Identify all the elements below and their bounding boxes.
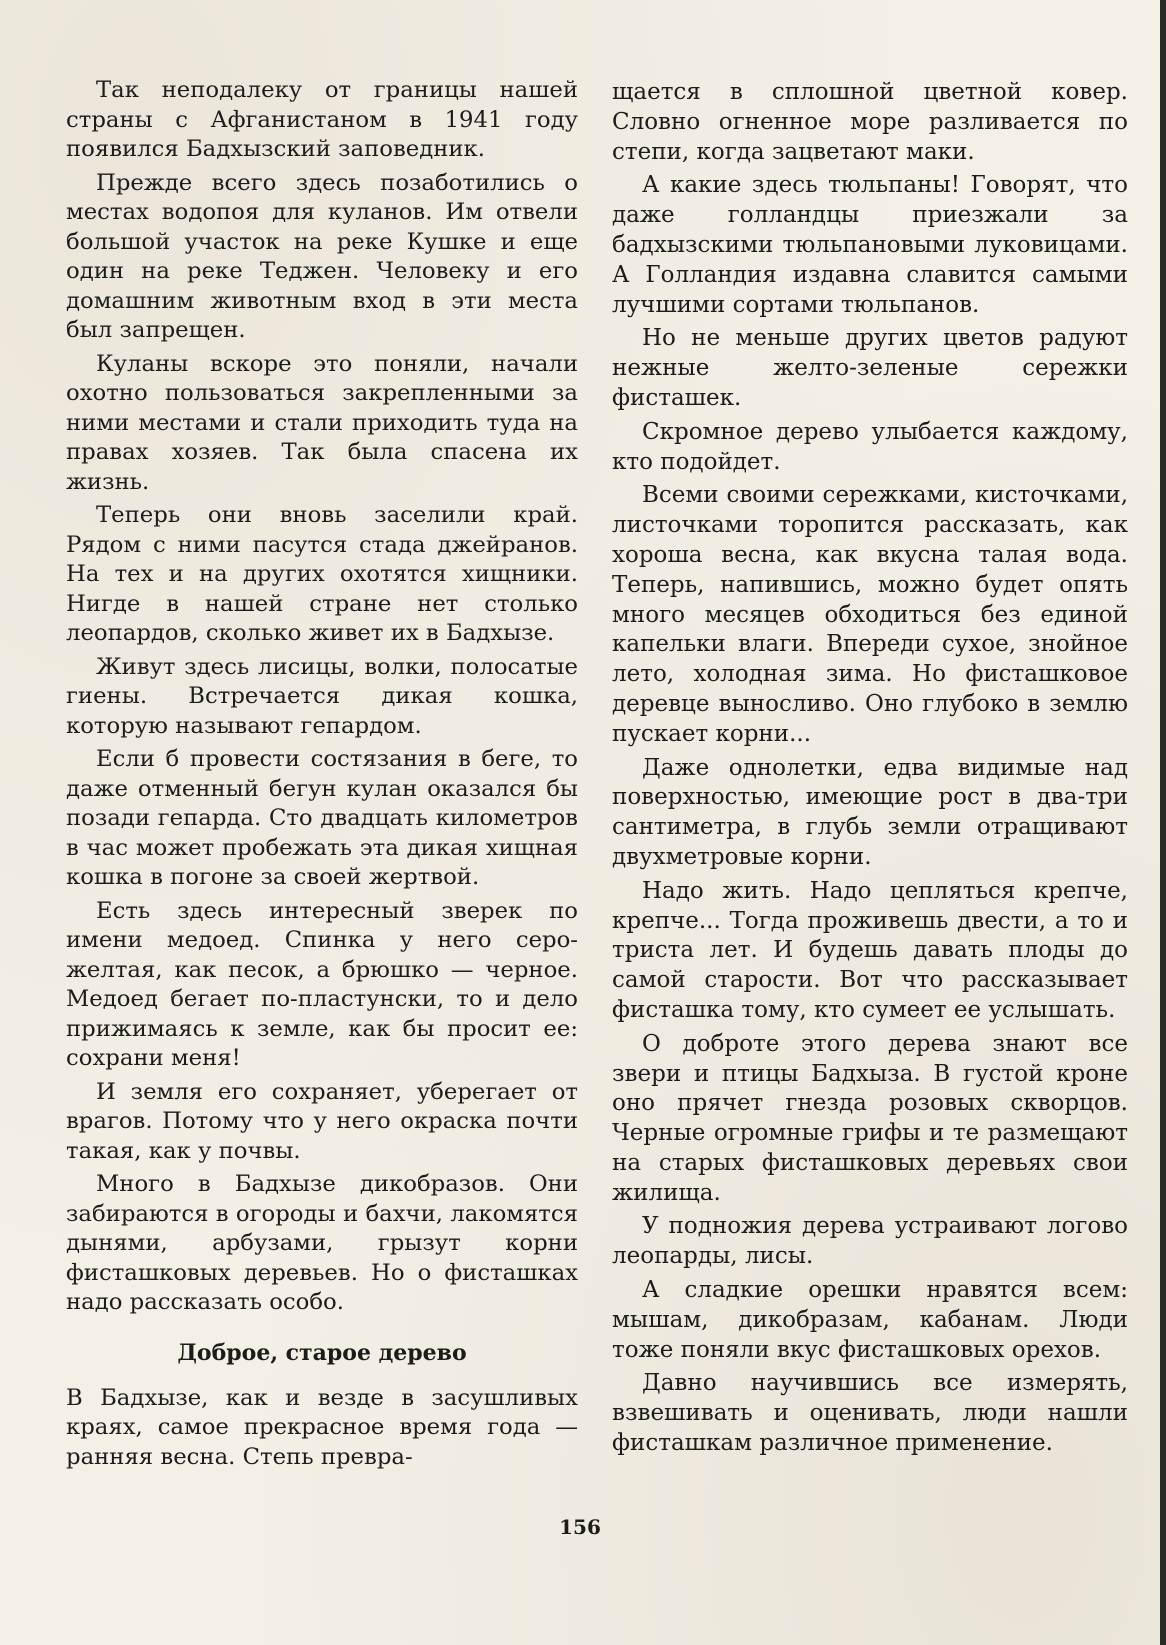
paragraph: Надо жить. Надо цепляться крепче, крепче... Тогда проживешь двести, а то и триста лет. И будешь давать плоды до самой старости. Вот что рассказывает фисташка тому, кто сумеет ее услышать. bbox=[612, 877, 1128, 1023]
paragraph: Давно научившись все измерять, взвешивать и оценивать, люди нашли фисташкам различное применение. bbox=[612, 1370, 1128, 1457]
paragraph: Даже однолетки, едва видимые над поверхностью, имеющие рост в два-три сантиметра, в глубь земли отращивают двухметровые корни. bbox=[612, 754, 1128, 870]
paragraph: Если б провести состязания в беге, то даже отменный бегун кулан оказался бы позади гепарда. Сто двадцать километров в час может пробежать эта дикая хищная кошка в погоне за своей жертвой. bbox=[66, 746, 578, 890]
paragraph: В Бадхызе, как и везде в засушливых краях, самое прекрасное время года — ранняя весна. Степь превра- bbox=[66, 1384, 578, 1470]
page-number: 156 bbox=[559, 1515, 601, 1539]
section-heading: Доброе, старое дерево bbox=[177, 1339, 467, 1366]
paragraph: Всеми своими сережками, кисточками, листочками торопится рассказать, как хороша весна, как вкусна талая вода. Теперь, напившись, можно будет опять много месяцев обходиться без единой капельки влаги. Впереди сухое, знойное лето, холодная зима. Но фисташковое деревце выносливо. Оно глубоко в землю пускает корни... bbox=[612, 482, 1128, 747]
paragraph: Живут здесь лисицы, волки, полосатые гиены. Встречается дикая кошка, которую называют гепардом. bbox=[66, 653, 578, 739]
right-column bbox=[612, 78, 1128, 1463]
paragraph: Прежде всего здесь позаботились о местах водопоя для куланов. Им отвели большой участок на реке Кушке и еще один на реке Теджен. Человеку и его домашним животным вход в эти места был запрещен. bbox=[66, 169, 578, 343]
paragraph: И земля его сохраняет, уберегает от врагов. Потому что у него окраска почти такая, как у почвы. bbox=[66, 1078, 578, 1164]
paragraph: Но не меньше других цветов радуют нежные желто-зеленые сережки фисташек. bbox=[612, 325, 1128, 411]
paragraph: А сладкие орешки нравятся всем: мышам, дикобразам, кабанам. Люди тоже поняли вкус фисташковых орехов. bbox=[612, 1277, 1128, 1363]
paragraph: А какие здесь тюльпаны! Говорят, что даже голландцы приезжали за бадхызскими тюльпановыми луковицами. А Голландия издавна славится самыми лучшими сортами тюльпанов. bbox=[612, 172, 1128, 318]
left-column bbox=[66, 76, 578, 1476]
paragraph: Куланы вскоре это поняли, начали охотно пользоваться закрепленными за ними местами и стали приходить туда на правах хозяев. Так была спасена их жизнь. bbox=[66, 350, 578, 495]
paragraph: Скромное дерево улыбается каждому, кто подойдет. bbox=[612, 418, 1128, 475]
paragraph: У подножия дерева устраивают логово леопарды, лисы. bbox=[612, 1213, 1128, 1270]
paragraph: Много в Бадхызе дикобразов. Они забираются в огороды и бахчи, лакомятся дынями, арбузами, грызут корни фисташковых деревьев. Но о фисташках надо рассказать особо. bbox=[66, 1171, 578, 1315]
paragraph: О доброте этого дерева знают все звери и птицы Бадхыза. В густой кроне оно прячет гнезда розовых скворцов. Черные огромные грифы и те размещают на старых фисташковых деревьях свои жилища. bbox=[612, 1030, 1128, 1206]
paragraph: Есть здесь интересный зверек по имени медоед. Спинка у него серо-желтая, как песок, а брюшко — черное. Медоед бегает по-пластунски, то и дело прижимаясь к земле, как бы просит ее: сохрани меня! bbox=[66, 897, 578, 1071]
paragraph: Теперь они вновь заселили край. Рядом с ними пасутся стада джейранов. На тех и на других охотятся хищники. Нигде в нашей стране нет столько леопардов, сколько живет их в Бадхызе. bbox=[66, 502, 578, 646]
paragraph: Так неподалеку от границы нашей страны с Афганистаном в 1941 году появился Бадхызский заповедник. bbox=[66, 77, 578, 162]
paragraph-continuation: щается в сплошной цветной ковер. Словно огненное море разливается по степи, когда зацветают маки. bbox=[612, 79, 1128, 165]
